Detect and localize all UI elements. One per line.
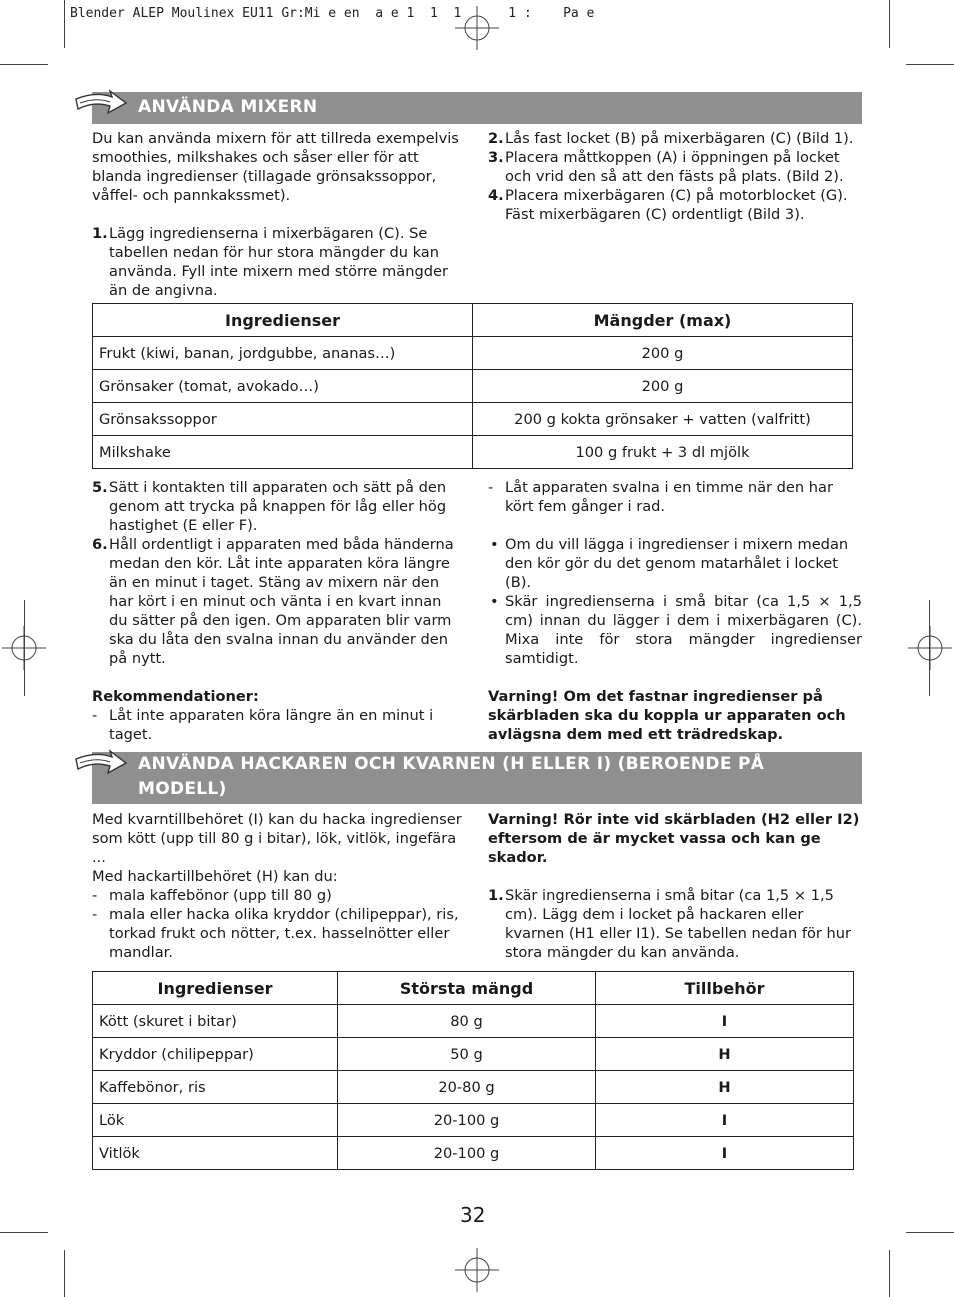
arrow-icon: [72, 749, 130, 783]
step-number: 1.: [92, 225, 108, 242]
step-1: 1. Lägg ingredienserna i mixerbägaren (C). Se tabellen nedan för hur stora mängder du kan använda. Fyll inte mixern med större mängder än de angivna.: [92, 225, 448, 299]
chopper-intro: Med kvarntillbehöret (I) kan du hacka ingredienser som kött (upp till 80 g i bitar), lök, vitlök, ingefära ...: [92, 811, 462, 866]
recommendation-item: - Låt apparaten svalna i en timme när den har kört fem gånger i rad.: [488, 479, 833, 515]
step-2: 2. Lås fast locket (B) på mixerbägaren (C) (Bild 1).: [488, 130, 854, 147]
section-title: MODELL): [138, 779, 227, 799]
crop-mark: [906, 64, 954, 65]
table-cell: Grönsakssoppor: [93, 403, 473, 436]
section-header-chopper: [92, 752, 862, 804]
table-cell: 20-80 g: [338, 1071, 596, 1104]
chopper-h-intro: Med hackartillbehöret (H) kan du:: [92, 868, 338, 885]
table-header: Ingredienser: [93, 304, 473, 337]
mixer-intro-column: [92, 129, 462, 300]
table-row: [93, 1071, 854, 1104]
table-cell: 20-100 g: [338, 1137, 596, 1170]
recommendations-title: Rekommendationer:: [92, 688, 259, 705]
step-6: 6. Håll ordentligt i apparaten med båda händerna medan den kör. Låt inte apparaten köra längre än en minut i taget. Stäng av mixern när den har kört i en minut och vänta i en kvart innan du sätter på den igen. Om apparaten blir varm ska du låta den svalna innan du använder den på nytt.: [92, 536, 454, 667]
table-cell: Kaffebönor, ris: [93, 1071, 338, 1104]
chopper-steps-column: [488, 810, 862, 962]
crop-mark: [0, 64, 48, 65]
table-cell: Milkshake: [93, 436, 473, 469]
table-row: [93, 1104, 854, 1137]
mixer-quantities-table: [92, 303, 853, 469]
table-row: [93, 403, 853, 436]
table-header: Tillbehör: [596, 972, 854, 1005]
step-3: 3. Placera måttkoppen (A) i öppningen på locket och vrid den så att den fästs på plats. (Bild 2).: [488, 149, 844, 185]
step-4: 4. Placera mixerbägaren (C) på motorblocket (G). Fäst mixerbägaren (C) ordentligt (Bild 3).: [488, 187, 848, 223]
table-cell: Frukt (kiwi, banan, jordgubbe, ananas…): [93, 337, 473, 370]
chopper-quantities-table: [92, 971, 854, 1170]
crop-mark: [0, 1232, 48, 1233]
table-cell: 200 g: [473, 337, 853, 370]
table-cell: H: [596, 1071, 854, 1104]
table-row: [93, 370, 853, 403]
table-row: [93, 1005, 854, 1038]
table-header: Största mängd: [338, 972, 596, 1005]
table-row: [93, 337, 853, 370]
table-cell: 200 g: [473, 370, 853, 403]
table-cell: Grönsaker (tomat, avokado…): [93, 370, 473, 403]
table-cell: Kryddor (chilipeppar): [93, 1038, 338, 1071]
warning-text: Varning! Om det fastnar ingredienser på skärbladen ska du koppla ur apparaten och avlägsna dem med ett trädredskap.: [488, 688, 846, 743]
table-header-row: [93, 304, 853, 337]
table-cell: I: [596, 1137, 854, 1170]
crop-mark: [929, 600, 930, 696]
table-row: [93, 1137, 854, 1170]
crop-mark: [889, 0, 890, 48]
section-header-mixer: [92, 92, 862, 124]
table-cell: I: [596, 1005, 854, 1038]
table-header: Ingredienser: [93, 972, 338, 1005]
registration-mark-icon: [455, 1248, 499, 1292]
mixer-intro: Du kan använda mixern för att tillreda exempelvis smoothies, milkshakes och såser eller för att blanda ingredienser (tillagade grönsakssoppor, våffel- och pannkakssmet).: [92, 130, 459, 204]
recommendation-item: - Låt inte apparaten köra längre än en minut i taget.: [92, 707, 434, 743]
crop-mark: [64, 1250, 65, 1297]
table-cell: H: [596, 1038, 854, 1071]
bullet-item: • Om du vill lägga i ingredienser i mixern medan den kör gör du det genom matarhålet i locket (B).: [490, 536, 849, 591]
step-1: 1. Skär ingredienserna i små bitar (ca 1,5 × 1,5 cm). Lägg dem i locket på hackaren eller kvarnen (H1 eller I1). Se tabellen nedan för hur stora mängder du kan använda.: [488, 887, 852, 961]
table-cell: 50 g: [338, 1038, 596, 1071]
mixer-tips-column: [488, 478, 862, 744]
arrow-icon: [72, 89, 130, 123]
chopper-intro-column: [92, 810, 462, 962]
print-file-header: Blender ALEP Moulinex EU11 Gr:Mi e en a e 1 1 1 1 : Pa e: [70, 6, 595, 21]
crop-mark: [906, 1232, 954, 1233]
table-cell: I: [596, 1104, 854, 1137]
section-title: ANVÄNDA HACKAREN OCH KVARNEN (H ELLER I) (BEROENDE PÅ: [138, 754, 765, 774]
table-cell: Vitlök: [93, 1137, 338, 1170]
table-cell: 20-100 g: [338, 1104, 596, 1137]
registration-mark-icon: [455, 6, 499, 50]
table-row: [93, 436, 853, 469]
page-number: 32: [460, 1203, 486, 1227]
list-item: - mala kaffebönor (upp till 80 g): [92, 887, 332, 904]
table-header-row: [93, 972, 854, 1005]
warning-text: Varning! Rör inte vid skärbladen (H2 eller I2) eftersom de är mycket vassa och kan ge skador.: [488, 811, 860, 866]
mixer-usage-column: [92, 478, 462, 744]
table-cell: 80 g: [338, 1005, 596, 1038]
table-cell: 100 g frukt + 3 dl mjölk: [473, 436, 853, 469]
table-cell: Lök: [93, 1104, 338, 1137]
section-title: ANVÄNDA MIXERN: [138, 97, 318, 117]
table-row: [93, 1038, 854, 1071]
step-5: 5. Sätt i kontakten till apparaten och sätt på den genom att trycka på knappen för låg eller hög hastighet (E eller F).: [92, 479, 447, 534]
mixer-steps-column: [488, 129, 862, 224]
table-cell: 200 g kokta grönsaker + vatten (valfritt): [473, 403, 853, 436]
bullet-item: • Skär ingredienserna i små bitar (ca 1,5 × 1,5 cm) innan du lägger i dem i mixerbägaren (C). Mixa inte för stora mängder ingredienser samtidigt.: [490, 593, 862, 667]
crop-mark: [889, 1250, 890, 1297]
table-header: Mängder (max): [473, 304, 853, 337]
table-cell: Kött (skuret i bitar): [93, 1005, 338, 1038]
crop-mark: [24, 600, 25, 696]
crop-mark: [64, 0, 65, 48]
list-item: - mala eller hacka olika kryddor (chilipeppar), ris, torkad frukt och nötter, t.ex. hasselnötter eller mandlar.: [92, 906, 459, 961]
registration-mark-icon: [908, 626, 952, 670]
